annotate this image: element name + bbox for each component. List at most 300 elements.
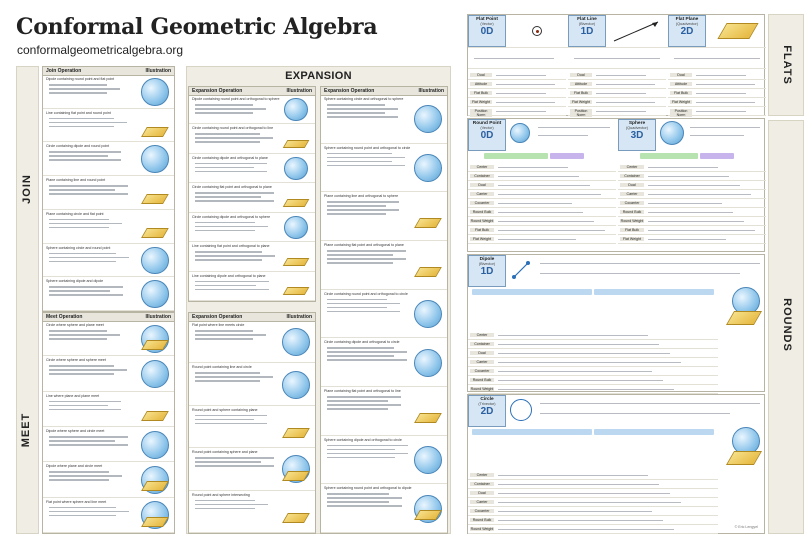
operation-label: Plane containing flat point and orthogonal to line bbox=[324, 389, 401, 393]
round-property-label: Carrier bbox=[620, 192, 644, 196]
site-url[interactable]: conformalgeometricalgebra.org bbox=[17, 43, 184, 57]
formula-line bbox=[195, 255, 275, 257]
flat-plane-illustration bbox=[712, 21, 762, 43]
operation-row bbox=[43, 75, 174, 109]
round-point-title bbox=[468, 119, 506, 151]
dipole-dim: 1D bbox=[480, 266, 494, 277]
formula-line bbox=[327, 400, 388, 402]
illustration-both bbox=[281, 455, 311, 483]
round-property-row bbox=[468, 367, 718, 376]
formula-line bbox=[327, 311, 400, 313]
formula-line bbox=[49, 126, 114, 128]
flat-property-label: Position Norm bbox=[570, 109, 592, 117]
formula-line bbox=[195, 259, 262, 261]
operation-row bbox=[43, 498, 174, 533]
round-property-label: Cocarrier bbox=[620, 201, 644, 205]
illustration-both bbox=[140, 501, 170, 529]
formula-line bbox=[327, 161, 392, 163]
meet-col-illustration: Illustration bbox=[145, 314, 171, 320]
expansion-col1b-operation: Expansion Operation bbox=[192, 314, 243, 320]
formula-line bbox=[195, 141, 260, 143]
formula-line bbox=[195, 330, 253, 332]
operation-row bbox=[321, 95, 447, 144]
round-property-label: Flat Weight bbox=[470, 237, 494, 241]
round-property-label: Round Weight bbox=[620, 219, 644, 223]
formula-line bbox=[49, 373, 114, 375]
formula-line bbox=[195, 504, 268, 506]
formula-line bbox=[327, 497, 402, 499]
copyright-note: © Eric Lengyel bbox=[734, 524, 758, 529]
formula-line bbox=[327, 116, 398, 118]
formula-line bbox=[327, 262, 393, 264]
operation-row bbox=[43, 392, 174, 427]
illustration-sphere bbox=[413, 446, 443, 474]
flat-property-row bbox=[668, 80, 766, 89]
operation-row bbox=[321, 436, 447, 485]
operation-label: Line where plane and plane meet bbox=[46, 393, 100, 398]
round-point-name: Round Point bbox=[472, 121, 502, 126]
join-col-operation: Join Operation bbox=[46, 68, 82, 74]
expansion-col2-illustration: Illustration bbox=[418, 88, 444, 94]
flat-property-row bbox=[468, 89, 566, 98]
illustration-both bbox=[413, 495, 443, 523]
round-property-label: Center bbox=[470, 473, 494, 477]
operation-row bbox=[189, 491, 315, 533]
operation-row bbox=[43, 427, 174, 462]
round-property-row bbox=[468, 385, 718, 394]
rounds-section-label: ROUNDS bbox=[781, 298, 793, 352]
formula-line bbox=[195, 376, 273, 378]
flat-point-icon bbox=[532, 26, 542, 36]
illustration-plane bbox=[140, 179, 170, 207]
flat-property-label: Flat Weight bbox=[671, 100, 691, 104]
formula-line bbox=[195, 171, 267, 173]
formula-line bbox=[49, 155, 108, 157]
formula-line bbox=[195, 133, 260, 135]
flats-section-label: FLATS bbox=[781, 45, 793, 85]
sphere-icon bbox=[660, 121, 684, 145]
round-point-dim: 0D bbox=[480, 130, 494, 141]
operation-label: Circle containing dipole and orthogonal to plane bbox=[192, 155, 268, 160]
operation-label: Plane containing line and round point bbox=[46, 178, 106, 183]
flat-property-row bbox=[468, 71, 566, 80]
formula-line bbox=[327, 213, 386, 215]
formula-line bbox=[49, 475, 122, 477]
illustration-plane bbox=[413, 397, 443, 425]
operation-label: Plane containing flat point and orthogonal to plane bbox=[324, 243, 404, 247]
round-property-row bbox=[468, 331, 718, 340]
circle-panel bbox=[467, 394, 765, 534]
round-property-label: Round Weight bbox=[470, 387, 494, 391]
formula-line bbox=[327, 250, 406, 252]
round-point-container-highlight bbox=[550, 153, 584, 159]
round-property-row bbox=[468, 507, 718, 516]
flat-property-row bbox=[568, 98, 666, 107]
flat-line-title bbox=[568, 15, 606, 47]
illustration-sphere bbox=[140, 145, 170, 173]
meet-col-operation: Meet Operation bbox=[46, 314, 83, 320]
formula-line bbox=[327, 201, 399, 203]
formula-line bbox=[49, 253, 116, 255]
illustration-sphere bbox=[140, 280, 170, 308]
formula-line bbox=[49, 286, 123, 288]
expansion-col1b-illustration: Illustration bbox=[286, 314, 312, 320]
formula-line bbox=[327, 258, 406, 260]
flat-property-row bbox=[668, 98, 766, 107]
illustration-plane bbox=[413, 251, 443, 279]
flat-property-label: Flat Bulk bbox=[470, 91, 492, 95]
illustration-sphere bbox=[413, 105, 443, 133]
flat-point-illustration bbox=[508, 19, 566, 43]
illustration-sphere bbox=[140, 247, 170, 275]
formula-line bbox=[195, 334, 266, 336]
illustration-plane bbox=[140, 213, 170, 241]
formula-line bbox=[195, 338, 253, 340]
round-property-row bbox=[468, 516, 718, 525]
dipole-name: Dipole bbox=[479, 257, 495, 262]
operation-row bbox=[189, 321, 315, 363]
sphere-title bbox=[618, 119, 656, 151]
formula-line bbox=[195, 200, 274, 202]
formula-line bbox=[327, 408, 388, 410]
round-property-row bbox=[468, 181, 616, 190]
illustration-sphere bbox=[140, 431, 170, 459]
formula-line bbox=[49, 118, 114, 120]
round-property-row bbox=[468, 340, 718, 349]
flat-property-row bbox=[568, 71, 666, 80]
illustration-sphere bbox=[281, 157, 311, 180]
flat-point-name: Flat Point bbox=[476, 17, 498, 22]
formula-line bbox=[327, 254, 393, 256]
operation-row bbox=[43, 109, 174, 143]
operation-row bbox=[189, 95, 315, 124]
operation-label: Round point containing line and circle bbox=[192, 365, 252, 370]
formula-line bbox=[327, 205, 386, 207]
formula-line bbox=[327, 112, 385, 114]
flat-property-label: Flat Bulk bbox=[670, 91, 692, 95]
round-property-label: Container bbox=[470, 482, 494, 486]
formula-line bbox=[49, 511, 129, 513]
operation-label: Circle containing dipole and orthogonal to sphere bbox=[192, 214, 271, 219]
expansion-col1-illustration: Illustration bbox=[286, 88, 312, 94]
operation-label: Dipole containing round point and orthogonal to sphere bbox=[192, 97, 280, 101]
circle-sub: (Trivector) bbox=[478, 402, 496, 406]
round-property-row bbox=[618, 163, 766, 172]
formula-line bbox=[49, 257, 129, 259]
round-property-label: Center bbox=[470, 333, 494, 337]
expansion-panel-col2 bbox=[320, 86, 448, 534]
formula-line bbox=[195, 192, 274, 194]
round-property-row bbox=[618, 208, 766, 217]
sphere-carrier-highlight bbox=[640, 153, 698, 159]
operation-label: Circle containing flat point and orthogonal to plane bbox=[192, 185, 272, 190]
flat-property-row bbox=[668, 89, 766, 98]
operation-row bbox=[189, 242, 315, 271]
formula-line bbox=[195, 419, 254, 421]
round-property-label: Carrier bbox=[470, 360, 494, 364]
operation-row bbox=[321, 144, 447, 193]
operation-row bbox=[321, 290, 447, 339]
illustration-both bbox=[140, 466, 170, 494]
round-property-row bbox=[468, 235, 616, 244]
operation-label: Dipole where sphere and circle meet bbox=[46, 429, 105, 433]
join-col-illustration: Illustration bbox=[145, 68, 171, 74]
circle-dim: 2D bbox=[480, 406, 494, 417]
flat-property-label: Attitude bbox=[470, 82, 492, 86]
formula-line bbox=[327, 457, 395, 459]
formula-line bbox=[195, 167, 254, 169]
circle-illustration bbox=[724, 425, 764, 471]
expansion-panel-col1-bottom bbox=[188, 312, 316, 534]
flat-line-name: Flat Line bbox=[577, 17, 597, 22]
formula-line bbox=[327, 493, 389, 495]
formula-line bbox=[327, 453, 408, 455]
expansion-section-label: EXPANSION bbox=[285, 70, 352, 82]
page-title: Conformal Geometric Algebra bbox=[16, 14, 378, 40]
operation-label: Plane containing circle and flat point bbox=[46, 211, 104, 216]
formula-line bbox=[49, 223, 122, 225]
round-property-row bbox=[468, 190, 616, 199]
formula-line bbox=[49, 122, 127, 124]
flat-plane-dim: 2D bbox=[680, 26, 694, 37]
illustration-plane bbox=[281, 127, 311, 150]
illustration-sphere bbox=[140, 360, 170, 388]
formula-line bbox=[49, 409, 121, 411]
formula-line bbox=[195, 104, 253, 106]
flat-property-row bbox=[468, 80, 566, 89]
formula-line bbox=[327, 153, 392, 155]
formula-line bbox=[195, 230, 255, 232]
operation-label: Circle containing dipole and orthogonal to circle bbox=[324, 340, 400, 345]
formula-line bbox=[195, 423, 267, 425]
flat-property-label: Flat Bulk bbox=[570, 91, 592, 95]
circle-icon bbox=[510, 399, 532, 421]
illustration-sphere bbox=[281, 98, 311, 121]
round-property-row bbox=[468, 172, 616, 181]
round-property-label: Round Bulk bbox=[470, 518, 494, 522]
operation-row bbox=[43, 210, 174, 244]
round-property-label: Container bbox=[470, 342, 494, 346]
round-property-row bbox=[618, 190, 766, 199]
round-property-row bbox=[468, 208, 616, 217]
operation-row bbox=[321, 484, 447, 533]
formula-line bbox=[49, 401, 121, 403]
sphere-container-highlight bbox=[700, 153, 734, 159]
formula-line bbox=[49, 84, 107, 86]
formula-line bbox=[327, 501, 389, 503]
round-property-label: Container bbox=[620, 174, 644, 178]
operation-row bbox=[189, 124, 315, 153]
circle-container-highlight bbox=[594, 429, 714, 435]
formula-line bbox=[195, 285, 256, 287]
round-property-row bbox=[618, 235, 766, 244]
flat-point-dim: 0D bbox=[480, 26, 494, 37]
operation-label: Sphere containing round point and orthogonal to dipole bbox=[324, 486, 412, 491]
formula-line bbox=[327, 351, 407, 353]
operation-row bbox=[43, 176, 174, 210]
illustration-plane bbox=[140, 395, 170, 423]
operation-label: Circle where sphere and plane meet bbox=[46, 323, 104, 327]
round-property-row bbox=[618, 181, 766, 190]
formula-line bbox=[327, 108, 398, 110]
round-property-row bbox=[618, 199, 766, 208]
formula-line bbox=[49, 338, 107, 340]
operation-row bbox=[43, 462, 174, 497]
operation-row bbox=[43, 356, 174, 391]
formula-line bbox=[195, 380, 260, 382]
round-property-label: Cocarrier bbox=[470, 369, 494, 373]
meet-section-label: MEET bbox=[20, 412, 32, 448]
illustration-sphere bbox=[281, 216, 311, 239]
formula-line bbox=[195, 163, 267, 165]
flat-property-label: Dual bbox=[570, 73, 592, 77]
operation-label: Circle where sphere and sphere meet bbox=[46, 358, 106, 363]
flat-plane-title bbox=[668, 15, 706, 47]
round-property-row bbox=[468, 358, 718, 367]
operation-label: Circle containing round point and orthogonal to line bbox=[192, 126, 274, 131]
formula-line bbox=[195, 112, 253, 114]
sphere-name: Sphere bbox=[628, 121, 646, 126]
operation-label: Sphere containing circle and round point bbox=[46, 245, 111, 250]
round-property-row bbox=[468, 498, 718, 507]
operation-label: Round point and sphere containing plane bbox=[192, 407, 258, 412]
formula-line bbox=[327, 505, 402, 507]
formula-line bbox=[49, 369, 127, 371]
formula-line bbox=[327, 355, 394, 357]
formula-line bbox=[49, 507, 116, 509]
operation-label: Circle containing dipole and round point bbox=[46, 144, 110, 149]
flat-line-sub: (Bivector) bbox=[578, 22, 596, 26]
left-section-rail bbox=[16, 66, 39, 534]
flat-property-row bbox=[668, 71, 766, 80]
round-property-label: Round Weight bbox=[470, 527, 494, 531]
operation-row bbox=[43, 244, 174, 278]
formula-line bbox=[195, 372, 260, 374]
operation-row bbox=[189, 272, 315, 301]
illustration-sphere bbox=[413, 349, 443, 377]
operation-label: Flat point where sphere and line meet bbox=[46, 499, 107, 504]
round-property-row bbox=[468, 163, 616, 172]
operation-row bbox=[43, 277, 174, 311]
circle-carrier-highlight bbox=[472, 429, 592, 435]
illustration-plane bbox=[281, 413, 311, 441]
circle-title bbox=[468, 395, 506, 427]
dipole-icon bbox=[510, 259, 532, 281]
flats-formula-row bbox=[468, 47, 766, 69]
formula-line bbox=[49, 185, 128, 187]
operation-row bbox=[189, 363, 315, 405]
rounds-panel-top bbox=[467, 118, 765, 252]
formula-line bbox=[49, 471, 109, 473]
round-property-row bbox=[468, 217, 616, 226]
formula-line bbox=[49, 515, 116, 517]
round-property-row bbox=[468, 480, 718, 489]
round-property-row bbox=[618, 172, 766, 181]
formula-line bbox=[327, 449, 395, 451]
flat-plane-name: Flat Plane bbox=[675, 17, 699, 22]
flat-line-arrow-icon bbox=[608, 17, 666, 45]
round-property-label: Flat Bulk bbox=[620, 228, 644, 232]
operation-label: Plane containing line and orthogonal to sphere bbox=[324, 194, 399, 199]
formula-line bbox=[49, 479, 109, 481]
round-property-label: Center bbox=[620, 165, 644, 169]
formula-line bbox=[327, 303, 400, 305]
dipole-sub: (Bivector) bbox=[478, 262, 496, 266]
formula-line bbox=[49, 92, 107, 94]
illustration-plane bbox=[281, 275, 311, 298]
formula-line bbox=[49, 365, 114, 367]
formula-line bbox=[327, 347, 394, 349]
flat-property-row bbox=[568, 89, 666, 98]
formula-line bbox=[49, 219, 109, 221]
round-property-row bbox=[468, 489, 718, 498]
expansion-col2-operation: Expansion Operation bbox=[324, 88, 375, 94]
formula-line bbox=[327, 104, 385, 106]
flat-property-label: Attitude bbox=[670, 82, 692, 86]
operation-row bbox=[189, 183, 315, 212]
round-property-label: Round Weight bbox=[470, 219, 494, 223]
operation-row bbox=[189, 448, 315, 490]
formula-line bbox=[49, 294, 123, 296]
illustration-plane bbox=[281, 245, 311, 268]
round-property-label: Flat Bulk bbox=[470, 228, 494, 232]
formula-line bbox=[49, 88, 120, 90]
round-property-row bbox=[468, 471, 718, 480]
formula-line bbox=[195, 226, 268, 228]
operation-label: Sphere containing round point and orthogonal to circle bbox=[324, 145, 411, 150]
formula-line bbox=[49, 261, 116, 263]
formula-line bbox=[195, 508, 255, 510]
formula-line bbox=[327, 359, 407, 361]
formula-line bbox=[49, 290, 110, 292]
flat-property-row bbox=[568, 107, 666, 116]
formula-line bbox=[327, 396, 401, 398]
round-property-label: Dual bbox=[620, 183, 644, 187]
flat-property-label: Position Norm bbox=[470, 109, 492, 117]
formula-line bbox=[195, 457, 274, 459]
round-property-label: Round Bulk bbox=[470, 210, 494, 214]
formula-line bbox=[327, 404, 401, 406]
round-property-label: Cocarrier bbox=[470, 509, 494, 513]
flat-property-row bbox=[468, 98, 566, 107]
circle-name: Circle bbox=[480, 397, 494, 402]
round-point-carrier-highlight bbox=[484, 153, 548, 159]
round-property-label: Dual bbox=[470, 351, 494, 355]
flat-property-label: Position Norm bbox=[670, 109, 692, 117]
dipole-carrier-highlight bbox=[472, 289, 592, 295]
round-property-label: Carrier bbox=[470, 500, 494, 504]
formula-line bbox=[49, 151, 121, 153]
operation-row bbox=[321, 338, 447, 387]
formula-line bbox=[49, 227, 109, 229]
join-panel bbox=[42, 66, 175, 312]
flat-line-illustration bbox=[608, 17, 666, 45]
formula-line bbox=[49, 436, 128, 438]
operation-row bbox=[43, 321, 174, 356]
flat-property-row bbox=[668, 107, 766, 116]
formula-line bbox=[195, 415, 267, 417]
operation-label: Line containing flat point and orthogonal to plane bbox=[192, 244, 270, 249]
round-property-row bbox=[468, 376, 718, 385]
dipole-title bbox=[468, 255, 506, 287]
operation-label: Dipole where plane and circle meet bbox=[46, 464, 103, 469]
formula-line bbox=[327, 299, 387, 301]
round-property-row bbox=[468, 226, 616, 235]
formula-line bbox=[327, 307, 387, 309]
round-property-label: Carrier bbox=[470, 192, 494, 196]
illustration-sphere bbox=[413, 300, 443, 328]
operation-label: Round point containing sphere and plane bbox=[192, 450, 258, 455]
